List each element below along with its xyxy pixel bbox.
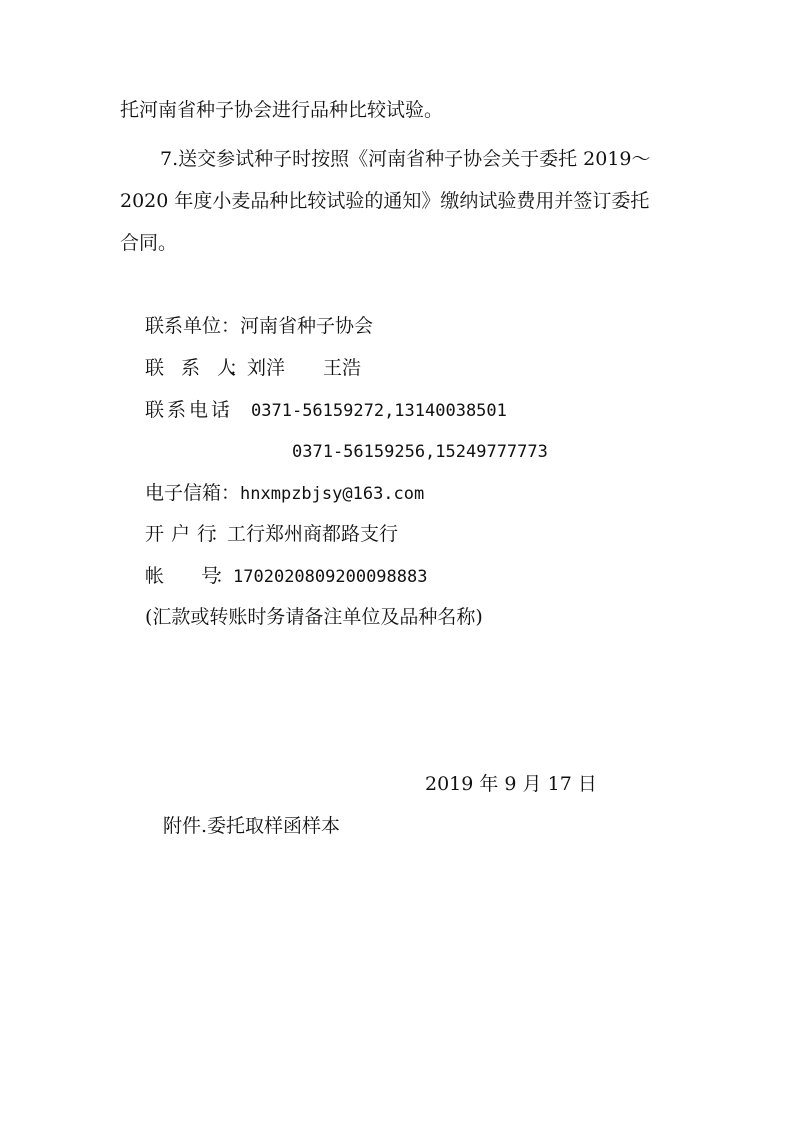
contact-email-label: 电子信箱：: [145, 482, 241, 504]
contact-bank-label: 开 户 行：: [145, 523, 224, 545]
document-date: 2019 年 9 月 17 日: [425, 773, 597, 795]
contact-phone-label: 联 系 电 话：: [145, 399, 234, 421]
contact-account-label: 帐 号：: [145, 565, 230, 587]
contact-email-value: hnxmpzbjsy@163.com: [240, 484, 425, 504]
contact-unit-value: 河南省种子协会: [240, 315, 374, 337]
contact-person-label: 联 系 人：: [145, 357, 242, 379]
paragraph-continued: 托河南省种子协会进行品种比较试验。: [120, 99, 444, 121]
contact-account-value: 1702020809200098883: [233, 567, 428, 587]
contact-phone-2: 0371-56159256,15249777773: [292, 442, 548, 462]
contact-phone-row-1: [145, 398, 507, 423]
contact-unit-label: 联系单位：: [145, 315, 241, 337]
contact-note: (汇款或转账时务请备注单位及品种名称): [145, 606, 483, 628]
contact-unit-row: [145, 314, 373, 338]
contact-person-value: 刘洋 王浩: [247, 357, 362, 379]
item-7-line-2: 2020 年度小麦品种比较试验的通知》缴纳试验费用并签订委托: [120, 190, 650, 212]
contact-bank-value: 工行郑州商都路支行: [227, 523, 399, 545]
contact-account-row: [145, 564, 427, 589]
item-7-line-1: 7.送交参试种子时按照《河南省种子协会关于委托 2019～: [160, 148, 651, 170]
attachment-note: 附件.委托取样函样本: [163, 815, 341, 837]
item-7-line-3: 合同。: [120, 232, 178, 254]
contact-person-row: [145, 356, 361, 380]
contact-bank-row: [145, 522, 398, 546]
contact-phone-1: 0371-56159272,13140038501: [251, 401, 507, 421]
contact-email-row: [145, 481, 424, 506]
